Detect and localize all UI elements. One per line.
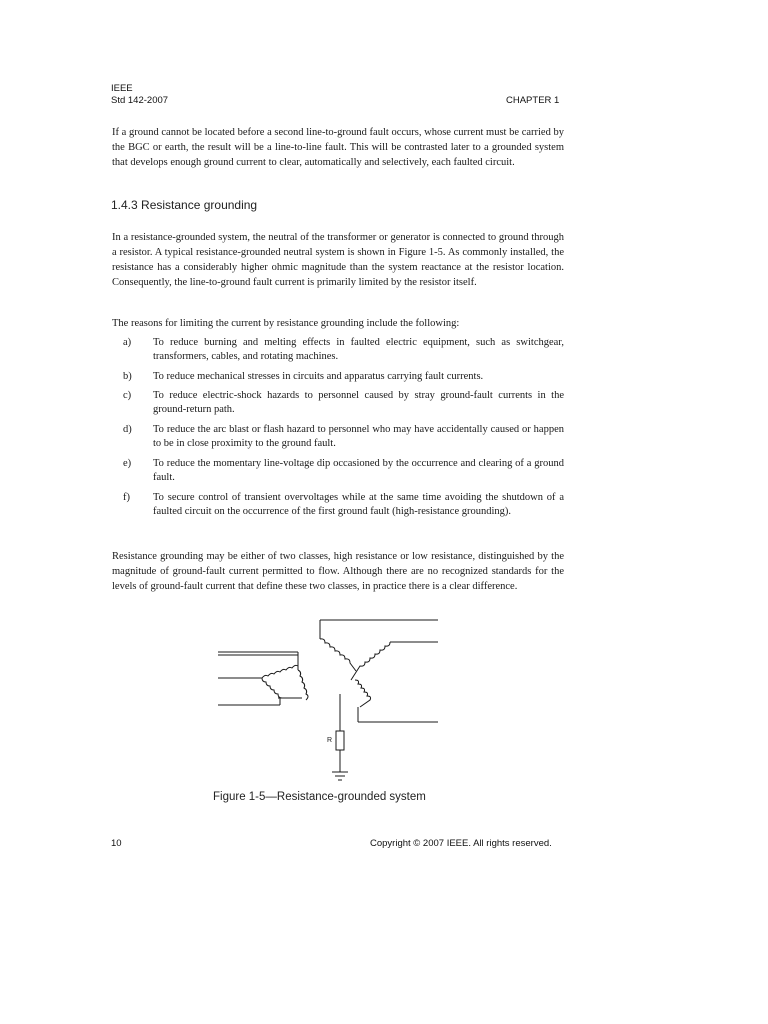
list-item-text: To reduce the arc blast or flash hazard to personnel who may have accidentally caused or happen to be in close proximity to the ground fault. — [153, 424, 564, 449]
list-item-label: c) — [123, 390, 132, 401]
list-item-label: d) — [123, 424, 132, 435]
list-item-text: To reduce the momentary line-voltage dip occasioned by the occurrence and clearing of a ground fault. — [153, 458, 564, 483]
paragraph-intro: If a ground cannot be located before a second line-to-ground fault occurs, whose current must be carried by the BGC or earth, the result will be a line-to-line fault. This will be contrasted later to a grounded system that develops enough ground current to clear, automatically and selectively, each faulted circuit. — [112, 127, 564, 168]
figure-caption: Figure 1-5—Resistance-grounded system — [213, 791, 426, 803]
list-item-text: To reduce mechanical stresses in circuits and apparatus carrying fault currents. — [153, 371, 484, 382]
paragraph-resistance-grounded-system: In a resistance-grounded system, the neutral of the transformer or generator is connected to ground through a resistor. A typical resistance-grounded neutral system is shown in Figure 1-5. As commonly installed, the resistance has a considerably higher ohmic magnitude than the system reactance at the resistor location. Consequently, the line-to-ground fault current is primarily limited by the resistor itself. — [112, 232, 564, 288]
list-item-label: f) — [123, 492, 130, 503]
transformer-wye-winding — [320, 620, 438, 722]
header-org: IEEE — [111, 83, 133, 94]
header-standard-number: Std 142-2007 — [111, 95, 169, 106]
list-item-text: To reduce burning and melting effects in faulted electric equipment, such as switchgear, transformers, cables, and rotating machines. — [153, 337, 564, 362]
list-item-label: e) — [123, 458, 132, 469]
list-item-label: a) — [123, 337, 132, 348]
source-delta-winding — [218, 652, 308, 705]
resistance-grounded-system-diagram — [210, 612, 450, 788]
section-title: 1.4.3 Resistance grounding — [111, 198, 258, 212]
page-number: 10 — [111, 838, 122, 849]
list-item-label: b) — [123, 371, 132, 382]
paragraph-reasons-intro: The reasons for limiting the current by resistance grounding include the following: — [112, 318, 460, 329]
resistor-label: R — [327, 737, 333, 744]
header-chapter: CHAPTER 1 — [506, 95, 560, 106]
paragraph-resistance-classes: Resistance grounding may be either of two classes, high resistance or low resistance, distinguished by the magnitude of ground-fault current permitted to flow. Although there are no recognized standards for the levels of ground-fault current that define these two classes, in practice there is a clear difference. — [112, 551, 564, 592]
list-item-text: To reduce electric-shock hazards to personnel caused by stray ground-fault currents in the ground-return path. — [153, 390, 564, 415]
copyright-notice: Copyright © 2007 IEEE. All rights reserved. — [370, 838, 552, 849]
neutral-grounding-resistor — [327, 694, 348, 780]
list-item-text: To secure control of transient overvoltages while at the same time avoiding the shutdown of a faulted circuit on the occurrence of the first ground fault (high-resistance grounding). — [153, 492, 564, 517]
